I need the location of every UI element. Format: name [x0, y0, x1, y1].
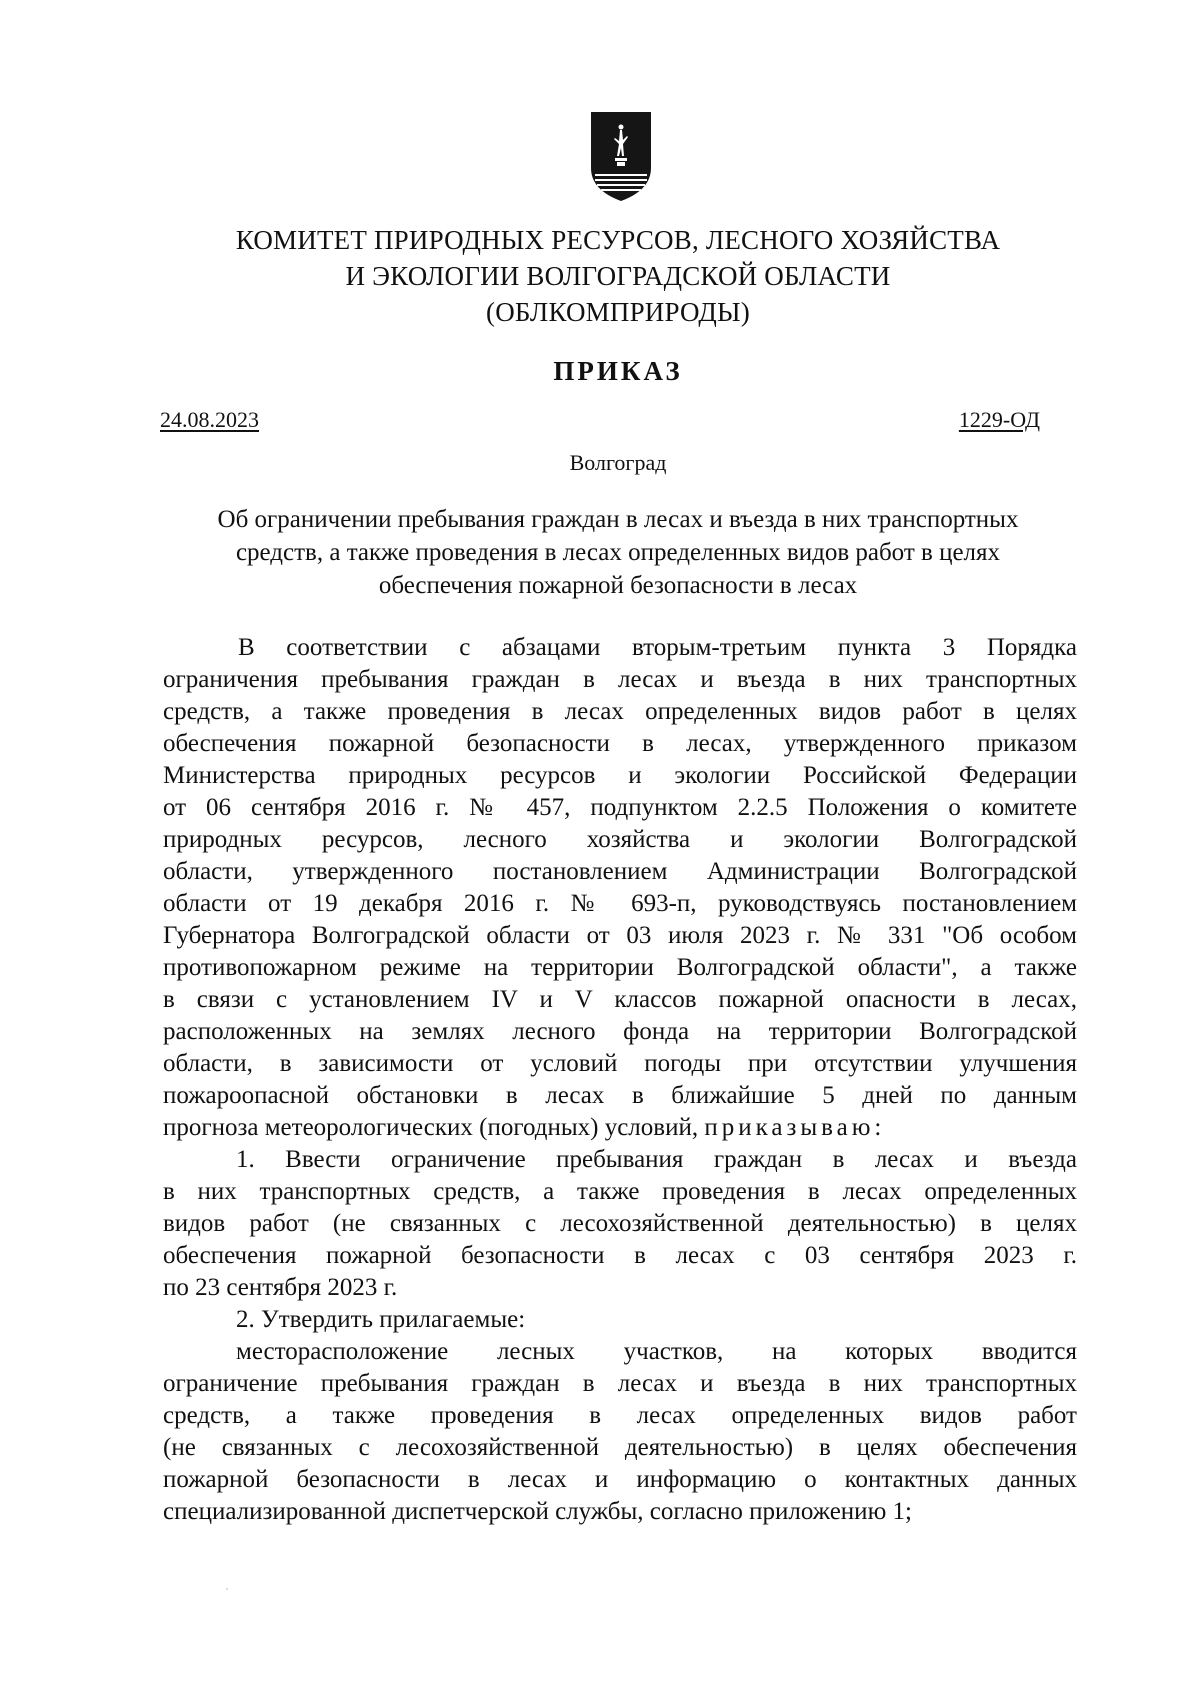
item-1-line: видов работ (не связанных с лесохозяйственной деятельностью) в целях — [163, 1210, 1077, 1237]
body-line: Губернатора Волгоградской области от 03 июля 2023 г. № 331 "Об особом — [163, 922, 1077, 949]
order-city: Волгоград — [569, 450, 667, 475]
item-2-sub-line: месторасположение лесных участков, на которых вводится — [236, 1338, 1077, 1365]
order-subject — [160, 503, 1076, 602]
body-line: ограничения пребывания граждан в лесах и въезда в них транспортных — [163, 666, 1077, 693]
body-line: прогноза метеорологических (погодных) условий, — [163, 1114, 699, 1141]
item-2-sub-line: специализированной диспетчерской службы, согласно приложению 1; — [163, 1498, 912, 1525]
organization-name-line-2: И ЭКОЛОГИИ ВОЛГОГРАДСКОЙ ОБЛАСТИ — [345, 261, 891, 291]
organization-short-name: (ОБЛКОМПРИРОДЫ) — [486, 297, 750, 327]
body-line: области, в зависимости от условий погоды при отсутствии улучшения — [163, 1050, 1077, 1077]
item-1-line: по 23 сентября 2023 г. — [163, 1274, 398, 1301]
order-date: 24.08.2023 — [160, 407, 259, 432]
order-number: 1229-ОД — [958, 407, 1040, 432]
volgograd-coat-of-arms-icon — [589, 110, 653, 203]
subject-line: средств, а также проведения в лесах определенных видов работ в целях — [235, 539, 1001, 566]
organization-header — [160, 222, 1076, 330]
body-line: обеспечения пожарной безопасности в лесах, утвержденного приказом — [163, 730, 1077, 757]
scan-speck — [226, 1588, 228, 1590]
body-line: от 06 сентября 2016 г. № 457, подпунктом 2.2.5 Положения о комитете — [163, 794, 1077, 821]
subject-line: Об ограничении пребывания граждан в лесах и въезда в них транспортных — [217, 506, 1019, 533]
body-line: расположенных на землях лесного фонда на территории Волгоградской — [163, 1018, 1077, 1045]
body-line: в связи с установлением IV и V классов пожарной опасности в лесах, — [163, 986, 1077, 1013]
body-line: В соответствии с абзацами вторым-третьим пункта 3 Порядка — [238, 634, 1077, 661]
item-1-line: 1. Ввести ограничение пребывания граждан в лесах и въезда — [236, 1146, 1077, 1173]
item-1-line: обеспечения пожарной безопасности в лесах с 03 сентября 2023 г. — [163, 1242, 1077, 1269]
body-line: средств, а также проведения в лесах определенных видов работ в целях — [163, 698, 1077, 725]
document-type-title: ПРИКАЗ — [553, 356, 683, 386]
subject-line: обеспечения пожарной безопасности в лесах — [378, 572, 858, 599]
item-2-sub-line: средств, а также проведения в лесах определенных видов работ — [163, 1402, 1077, 1429]
body-line: области, утвержденного постановлением Администрации Волгоградской — [163, 858, 1077, 885]
order-word: приказываю: — [704, 1114, 886, 1141]
item-2-sub-line: ограничение пребывания граждан в лесах и въезда в них транспортных — [163, 1370, 1077, 1397]
body-line: области от 19 декабря 2016 г. № 693-п, руководствуясь постановлением — [163, 890, 1077, 917]
item-2-sub-line: (не связанных с лесохозяйственной деятельностью) в целях обеспечения — [163, 1434, 1077, 1461]
body-line: пожароопасной обстановки в лесах в ближайшие 5 дней по данным — [163, 1082, 1077, 1109]
item-2-sub-line: пожарной безопасности в лесах и информацию о контактных данных — [163, 1466, 1077, 1493]
body-line: природных ресурсов, лесного хозяйства и экологии Волгоградской — [163, 826, 1077, 853]
body-line: противопожарном режиме на территории Волгоградской области", а также — [163, 954, 1077, 981]
order-body — [163, 632, 1077, 1528]
item-2-line: 2. Утвердить прилагаемые: — [236, 1306, 526, 1333]
body-line-order-clause — [163, 1112, 1077, 1144]
organization-name-line-1: КОМИТЕТ ПРИРОДНЫХ РЕСУРСОВ, ЛЕСНОГО ХОЗЯЙСТВА — [235, 225, 1001, 255]
body-line: Министерства природных ресурсов и экологии Российской Федерации — [163, 762, 1077, 789]
item-1-line: в них транспортных средств, а также проведения в лесах определенных — [163, 1178, 1077, 1205]
